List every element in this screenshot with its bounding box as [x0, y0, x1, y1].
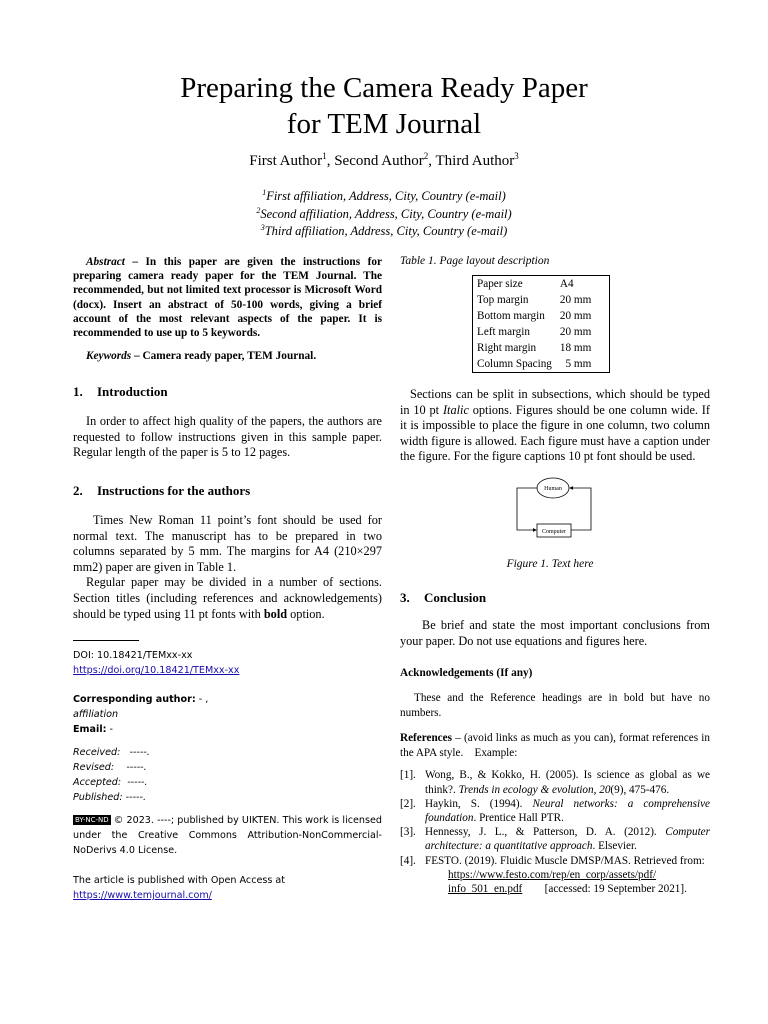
references-intro: [400, 731, 713, 761]
arrow-computer-to-human: [570, 488, 591, 530]
ref-body: FESTO. (2019). Fluidic Muscle DMSP/MAS. Retrieved from:: [425, 854, 705, 867]
left-column: [73, 255, 382, 903]
table-cell-value: 5 mm: [559, 358, 592, 370]
doi-text: DOI: 10.18421/TEMxx-xx: [73, 650, 193, 662]
subsections-text: Sections can be split in subsections, which should be typed in 10 pt: [400, 387, 710, 417]
reference-number: [1].: [400, 769, 416, 782]
section-heading-conclusion: [400, 590, 710, 606]
author-sep: ,: [428, 153, 436, 169]
table-row: [473, 324, 610, 340]
table-row: [473, 308, 610, 324]
corresponding-author: [73, 692, 382, 707]
right-column: [400, 255, 713, 896]
italic-word: Italic: [442, 402, 469, 417]
reference-item: [400, 854, 710, 897]
email-label: Email:: [73, 724, 107, 736]
affiliation-2: [0, 204, 768, 222]
received-date: Received: -----.: [73, 747, 150, 759]
corresponding-author-label: Corresponding author:: [73, 694, 196, 706]
human-label: Human: [544, 485, 562, 492]
paper-metadata: [73, 648, 382, 903]
reference-text: [425, 825, 710, 853]
acknowledgements-text: These and the Reference headings are in bold but have no numbers.: [400, 692, 710, 719]
affiliation-3-sup: 3: [260, 223, 265, 233]
ref-accessed: [accessed: 19 September 2021].: [544, 882, 687, 895]
affiliations: [0, 186, 768, 239]
license-text: [73, 813, 382, 858]
instructions-p2-text: Regular paper may be divided in a number of sections. Section titles (including references and acknowledgements) should be typed using 11 pt fonts with: [73, 575, 382, 621]
journal-link[interactable]: https://www.temjournal.com/: [73, 890, 212, 902]
ref-journal: Trends in ecology & evolution: [458, 783, 594, 796]
instructions-paragraph-1: Times New Roman 11 point’s font should be used for normal text. The manuscript has to be prepared in two columns separated by 5 mm. The margins for A4 (210×297 mm2) paper are given in Table 1.: [73, 513, 382, 574]
license-statement: © 2023. ----; published by UIKTEN. This work is licensed under the Creative Commons Attribution-NonCommercial-NoDerivs 4.0 License.: [73, 815, 382, 857]
table-cell-label: Bottom margin: [477, 310, 545, 322]
abstract-text: – In this paper are given the instructions for preparing camera ready paper for the TEM Journal. The recommended, but not limited text processor is Microsoft Word (docx). Insert an abstract of 50-100 words, giving a brief account of the most relevant aspects of the paper. It is recommended to use up to 5 keywords.: [73, 256, 382, 340]
conclusion-paragraph: Be brief and state the most important conclusions from your paper. Do not use equations and figures here.: [400, 617, 710, 648]
reference-list: [400, 768, 710, 896]
section-number: 2.: [73, 483, 83, 498]
affiliation-1: [0, 186, 768, 204]
table-row: [473, 356, 610, 373]
reference-number: [3].: [400, 826, 416, 839]
ref-authors: Wong, B., & Kokko, H. (2005). Is science as global as we think?.: [425, 769, 710, 796]
table-row: [473, 276, 610, 293]
paper-title: [0, 70, 768, 142]
doi-link-line: [73, 663, 382, 678]
section-number: 1.: [73, 384, 83, 400]
footnote-rule: [73, 640, 139, 641]
open-access-text: The article is published with Open Access at: [73, 875, 286, 887]
ref-title: Neural networks: a comprehensive foundation: [425, 797, 710, 824]
corresponding-author-value: - ,: [195, 694, 209, 706]
keywords-text: – Camera ready paper, TEM Journal.: [131, 350, 317, 363]
figure-1: [513, 477, 710, 556]
table-cell-value: 20 mm: [559, 294, 592, 306]
table-cell-label: Left margin: [477, 326, 530, 338]
bold-word: bold: [263, 606, 288, 621]
affiliation-1-sup: 1: [262, 188, 267, 197]
ref-title: Computer architecture: a quantitative approach: [425, 826, 710, 853]
instructions-paragraph-2: [73, 575, 382, 622]
ref-authors: Haykin, S. (1994).: [425, 797, 533, 810]
ref-url-block: [425, 868, 710, 896]
published-date: Published: -----.: [73, 792, 146, 804]
reference-text: [425, 797, 710, 825]
ref-volume: 20: [599, 783, 611, 796]
table-row: [473, 292, 610, 308]
email-line: [73, 722, 382, 737]
email-value: -: [106, 724, 113, 736]
reference-item: [400, 768, 710, 796]
section-title: Instructions for the authors: [97, 483, 251, 498]
reference-item: [400, 797, 710, 825]
references-heading: References: [400, 731, 452, 744]
affiliation-2-sup: 2: [256, 205, 261, 215]
subsections-text-end: options. Figures should be one column wide. If it is impossible to place the figure in one column, two column width figure is allowed. Each figure must have a caption under the figure. For the figure captions 10 pt font should be used.: [400, 402, 710, 464]
subsections-paragraph: [400, 387, 710, 465]
author-3: Third Author: [435, 153, 515, 169]
reference-number: [2].: [400, 797, 416, 810]
ref-url-link-2[interactable]: info_501_en.pdf: [448, 882, 523, 895]
author-1-sup: 1: [322, 151, 327, 161]
affiliation-2-text: Second affiliation, Address, City, Country (e-mail): [260, 206, 512, 221]
table-cell-value: 20 mm: [559, 326, 592, 338]
keywords-label: Keywords: [86, 350, 132, 363]
section-title: Conclusion: [424, 589, 487, 605]
accepted-date: Accepted: -----.: [73, 777, 148, 789]
ref-pages: (9), 475-476.: [610, 783, 670, 796]
abstract-label: Abstract: [86, 256, 125, 268]
table-caption: Table 1. Page layout description: [400, 255, 550, 267]
revised-date: Revised: -----.: [73, 762, 147, 774]
table-cell-value: 18 mm: [559, 342, 592, 354]
ref-publisher: . Elsevier.: [592, 840, 637, 853]
dates-block: [73, 745, 382, 805]
affiliation-1-text: First affiliation, Address, City, Country (e-mail): [266, 189, 506, 204]
doi-link[interactable]: https://doi.org/10.18421/TEMxx-xx: [73, 665, 240, 677]
abstract: [73, 255, 382, 340]
table-cell-value: A4: [559, 278, 574, 290]
ref-publisher: . Prentice Hall PTR.: [473, 811, 564, 824]
table-row: [473, 340, 610, 356]
ref-sep: ,: [593, 783, 600, 796]
introduction-paragraph: In order to affect high quality of the papers, the authors are requested to follow instructions given in this sample paper. Regular length of the paper is 5 to 12 pages.: [73, 414, 382, 460]
affiliation-note: affiliation: [73, 709, 119, 721]
affiliation-3-text: Third affiliation, Address, City, Country (e-mail): [264, 224, 508, 239]
instructions-p2-end: option.: [287, 606, 325, 621]
keywords: [73, 350, 382, 362]
author-3-sup: 3: [514, 151, 519, 161]
acknowledgements-heading: Acknowledgements (If any): [400, 667, 533, 680]
author-list: [0, 151, 768, 170]
reference-text: [425, 854, 710, 897]
section-heading-instructions: [73, 483, 382, 499]
open-access-link-line: [73, 888, 382, 903]
figure-caption: Figure 1. Text here: [506, 557, 594, 570]
reference-item: [400, 825, 710, 853]
table-cell-label: Column Spacing: [477, 358, 552, 370]
author-sep: ,: [326, 153, 335, 169]
ref-authors: Hennessy, J. L., & Patterson, D. A. (2012).: [425, 826, 666, 839]
reference-text: [425, 768, 710, 796]
table-cell-label: Top margin: [477, 294, 529, 306]
ref-url-link[interactable]: https://www.festo.com/rep/en_corp/assets/pdf/: [448, 868, 657, 881]
section-number: 3.: [400, 589, 410, 605]
affiliation-3: [0, 221, 768, 239]
references-intro-text: – (avoid links as much as you can), format references in the APA style. Example:: [400, 731, 713, 759]
table-cell-value: 20 mm: [559, 310, 592, 322]
computer-label: Computer: [542, 528, 566, 535]
title-line-2: for TEM Journal: [286, 108, 482, 140]
title-line-1: Preparing the Camera Ready Paper: [180, 72, 588, 104]
section-title: Introduction: [97, 384, 168, 400]
page-layout-table: [472, 275, 610, 373]
table-cell-label: Right margin: [477, 342, 537, 354]
reference-number: [4].: [400, 854, 416, 867]
human-computer-diagram: [513, 477, 603, 551]
author-2: Second Author: [334, 153, 424, 169]
author-2-sup: 2: [423, 151, 429, 161]
table-cell-label: Paper size: [477, 278, 523, 290]
arrow-human-to-computer: [517, 488, 537, 530]
section-heading-introduction: [73, 384, 382, 400]
author-1: First Author: [249, 153, 323, 169]
cc-license-icon: BY-NC-ND: [75, 816, 109, 825]
